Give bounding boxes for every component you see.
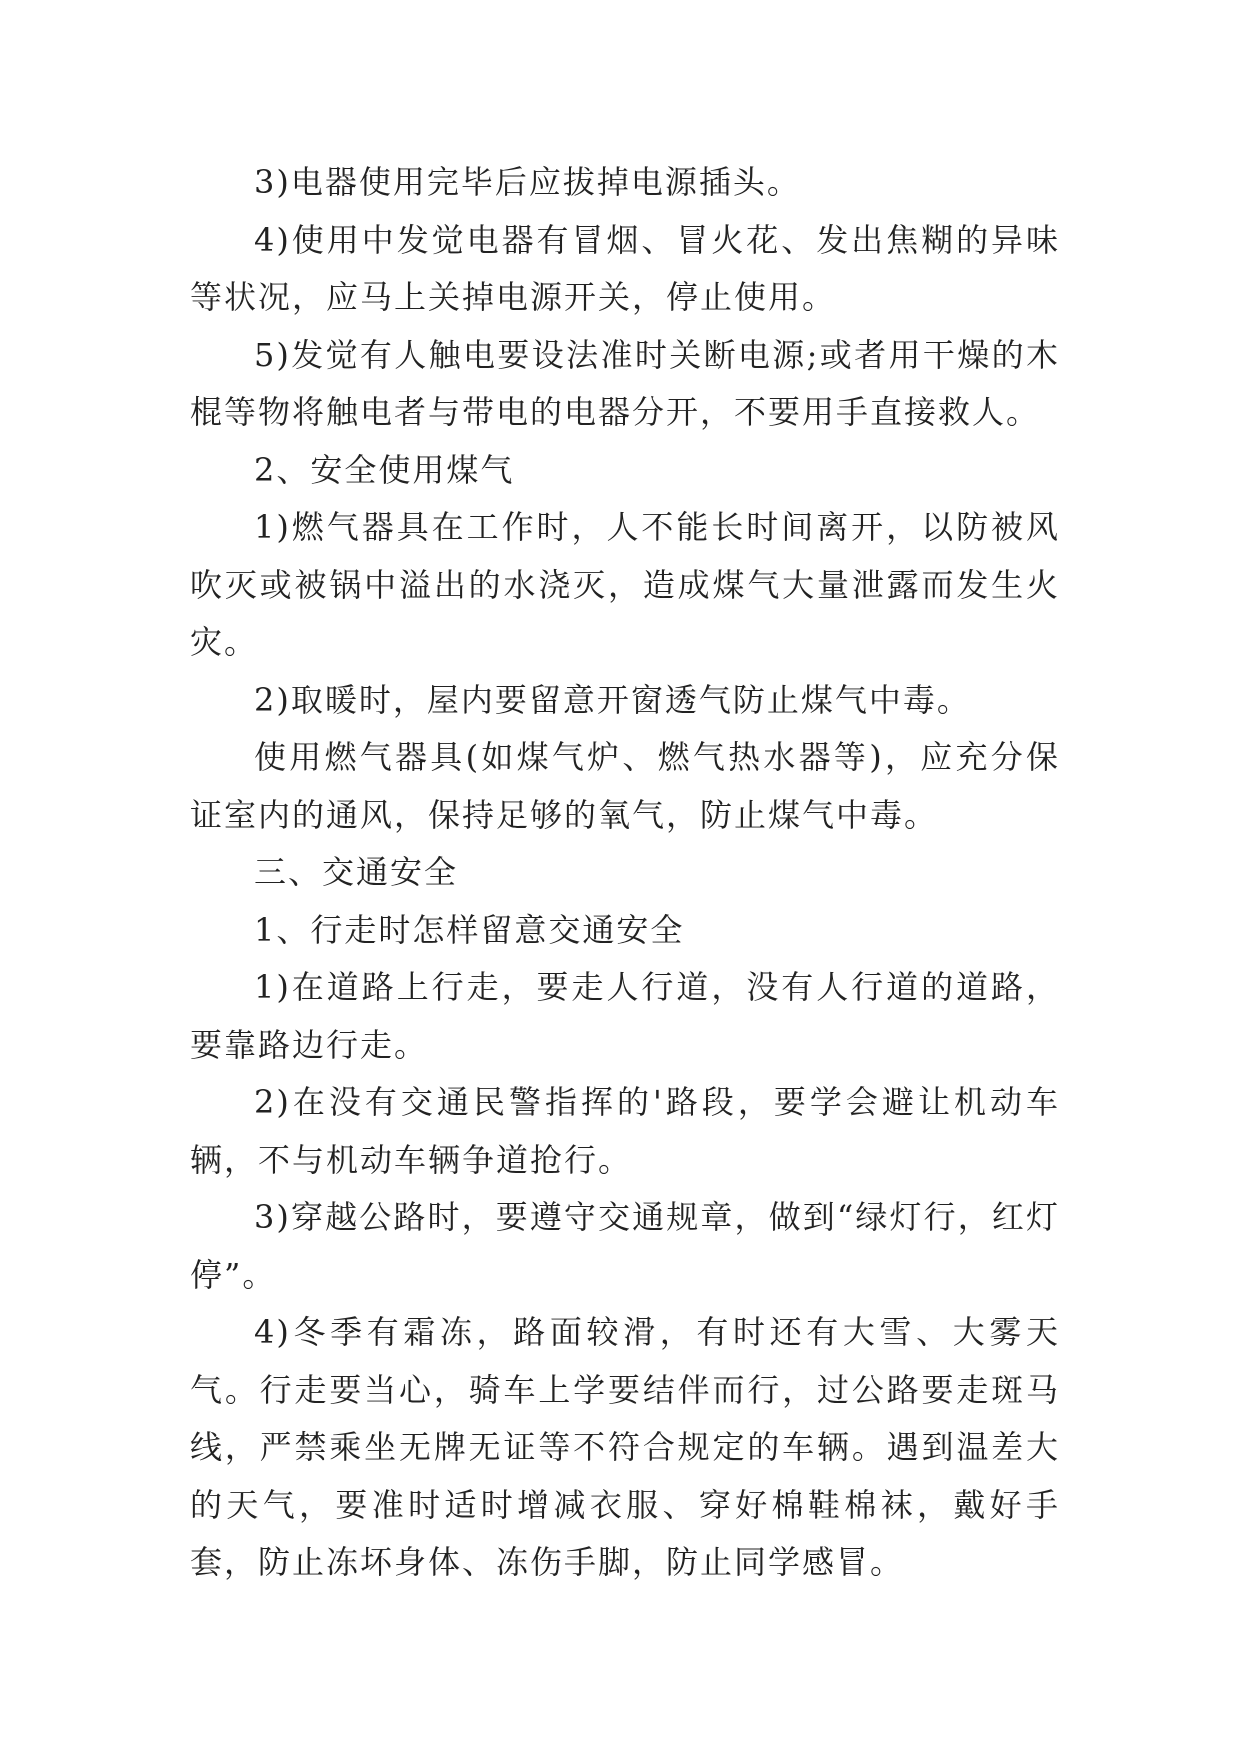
paragraph: 使用燃气器具(如煤气炉、燃气热水器等)，应充分保证室内的通风，保持足够的氧气，防止煤气中毒。 [190,738,1060,834]
section-heading: 1、行走时怎样留意交通安全 [254,910,685,949]
paragraph: 1)燃气器具在工作时，人不能长时间离开，以防被风吹灭或被锅中溢出的水浇灭，造成煤气大量泄露而发生火灾。 [190,508,1060,661]
paragraph: 3)电器使用完毕后应拔掉电源插头。 [254,163,801,201]
paragraph: 4)冬季有霜冻，路面较滑，有时还有大雪、大雾天气。行走要当心，骑车上学要结伴而行，过公路要走斑马线，严禁乘坐无牌无证等不符合规定的车辆。遇到温差大的天气，要准时适时增减衣服、穿好棉鞋棉袜，戴好手套，防止冻坏身体、冻伤手脚，防止同学感冒。 [190,1313,1060,1581]
paragraph: 5)发觉有人触电要设法准时关断电源;或者用干燥的木棍等物将触电者与带电的电器分开，不要用手直接救人。 [190,335,1060,431]
paragraph: 4)使用中发觉电器有冒烟、冒火花、发出焦糊的异味等状况，应马上关掉电源开关，停止使用。 [190,220,1060,316]
document-body [190,154,1060,1592]
paragraph: 2)在没有交通民警指挥的'路段，要学会避让机动车辆，不与机动车辆争道抢行。 [190,1083,1060,1179]
paragraph: 1)在道路上行走，要走人行道，没有人行道的道路，要靠路边行走。 [190,968,1060,1064]
section-heading: 三、交通安全 [254,853,459,891]
paragraph: 3)穿越公路时，要遵守交通规章，做到“绿灯行，红灯停”。 [190,1198,1060,1294]
paragraph: 2)取暖时，屋内要留意开窗透气防止煤气中毒。 [254,680,971,719]
section-heading: 2、安全使用煤气 [254,450,515,489]
